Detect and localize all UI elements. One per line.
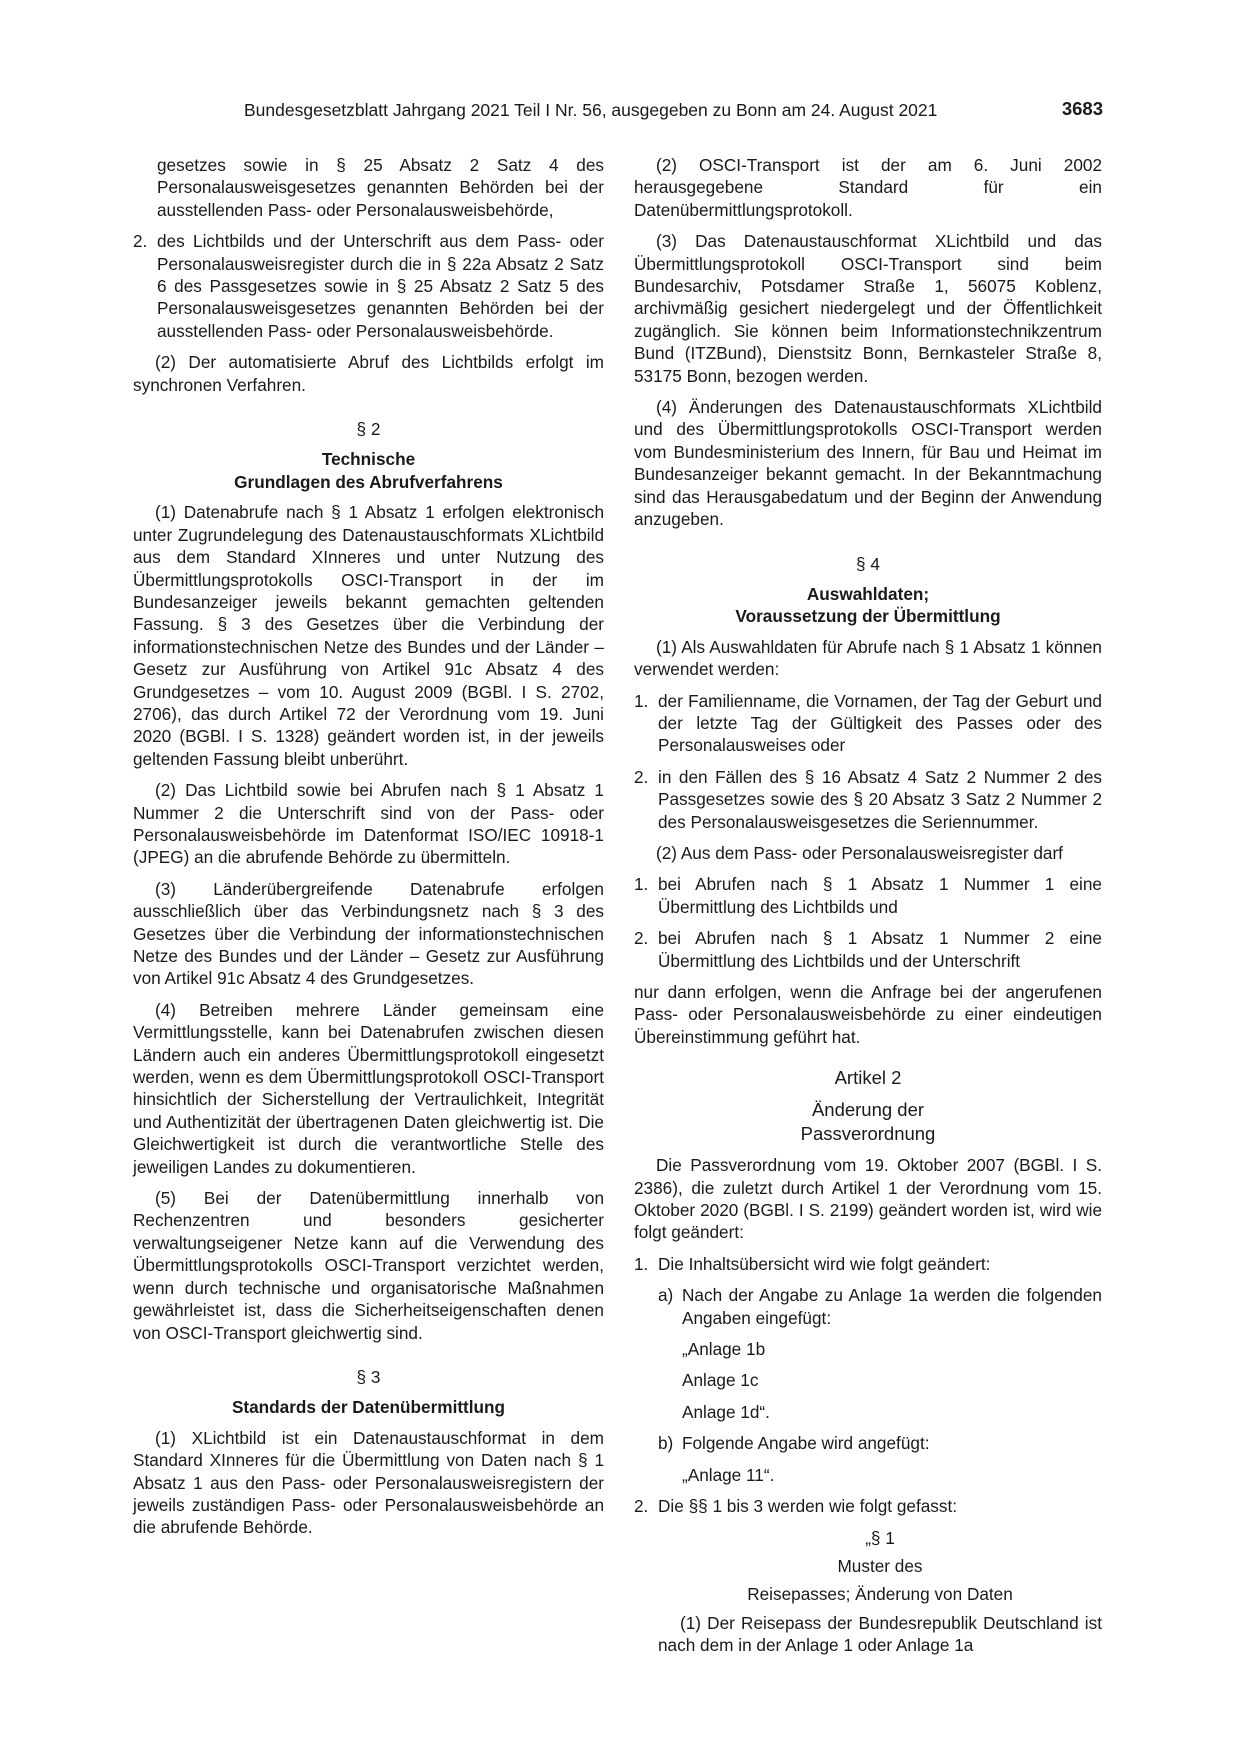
list-text: der Familienname, die Vornamen, der Tag der Geburt und der letzte Tag der Gültigkeit des Passes oder des Personalausweises oder bbox=[658, 690, 1102, 756]
paragraph: (2) Der automatisierte Abruf des Lichtbilds erfolgt im synchronen Verfahren. bbox=[133, 352, 604, 395]
paragraph: (1) Der Reisepass der Bundesrepublik Deutschland ist nach dem in der Anlage 1 oder Anlage 1a bbox=[658, 1612, 1102, 1656]
list-item bbox=[634, 1253, 1102, 1275]
sub-list-letter: a) bbox=[658, 1285, 674, 1306]
section-title-line: Grundlagen des Abrufverfahrens bbox=[234, 471, 503, 492]
new-section-number: „§ 1 bbox=[865, 1527, 895, 1548]
list-text: Die §§ 1 bis 3 werden wie folgt gefasst: bbox=[658, 1496, 958, 1517]
quoted-entry: „Anlage 11“. bbox=[682, 1464, 775, 1485]
new-section-title-line: Reisepasses; Änderung von Daten bbox=[747, 1584, 1013, 1605]
paragraph: (3) Das Datenaustauschformat XLichtbild und das Übermittlungsprotokoll OSCI-Transport sind beim Bundesarchiv, Potsdamer Straße 1, 56075 Koblenz, archivmäßig gesichert niedergelegt und der Öffentlichkeit zugänglich. Sie können beim Informationstechnikzentrum Bund (ITZBund), Dienstsitz Bonn, Bernkasteler Straße 8, 53175 Bonn, bezogen werden. bbox=[634, 231, 1102, 386]
paragraph: nur dann erfolgen, wenn die Anfrage bei der angerufenen Pass- oder Personalausweisbehörde zu einer eindeutigen Übereinstimmung geführt hat. bbox=[634, 982, 1102, 1047]
paragraph: (2) Das Lichtbild sowie bei Abrufen nach § 1 Absatz 1 Nummer 2 die Unterschrift sind von der Pass- oder Personalausweisbehörde im Datenformat ISO/IEC 10918-1 (JPEG) an die abrufende Behörde zu übermitteln. bbox=[133, 780, 604, 868]
page-header bbox=[244, 100, 1103, 126]
list-number: 2. bbox=[634, 766, 649, 787]
paragraph: (1) Datenabrufe nach § 1 Absatz 1 erfolgen elektronisch unter Zugrundelegung des Datenaustauschformats XLichtbild aus dem Standard XInneres und unter Nutzung des Übermittlungsprotokolls OSCI-Transport in der im Bundesanzeiger jeweils bekannt gemachten geltenden Fassung. § 3 des Gesetzes über die Verbindung der informationstechnischen Netze des Bundes und der Länder – Gesetz zur Ausführung von Artikel 91c Absatz 4 des Grundgesetzes – vom 10. August 2009 (BGBl. I S. 2702, 2706), das durch Artikel 72 der Verordnung vom 19. Juni 2020 (BGBl. I S. 1328) geändert worden ist, in der jeweils geltenden Fassung bleibt unberührt. bbox=[133, 502, 604, 769]
list-number: 1. bbox=[634, 874, 649, 895]
list-text: Die Inhaltsübersicht wird wie folgt geändert: bbox=[658, 1253, 991, 1274]
article-number: Artikel 2 bbox=[834, 1067, 902, 1089]
section-number: § 3 bbox=[356, 1366, 381, 1387]
sub-list-letter: b) bbox=[658, 1433, 674, 1454]
continued-paragraph: gesetzes sowie in § 25 Absatz 2 Satz 4 des Personalausweisgesetzes genannten Behörden bei der ausstellenden Pass- oder Personalausweisbehörde, bbox=[157, 155, 604, 220]
page-number: 3683 bbox=[1061, 98, 1103, 119]
list-item bbox=[634, 927, 1102, 972]
list-item bbox=[634, 766, 1102, 833]
list-text: in den Fällen des § 16 Absatz 4 Satz 2 Nummer 2 des Passgesetzes sowie des § 20 Absatz 3 Satz 2 Nummer 2 des Personalausweisgesetzes die Seriennummer. bbox=[658, 766, 1102, 832]
paragraph: (2) OSCI-Transport ist der am 6. Juni 2002 herausgegebene Standard für ein Datenübermittlungsprotokoll. bbox=[634, 155, 1102, 220]
section-title: Standards der Datenübermittlung bbox=[231, 1397, 506, 1418]
section-number: § 2 bbox=[356, 419, 381, 440]
list-number: 2. bbox=[634, 928, 649, 949]
section-title-line: Auswahldaten; bbox=[806, 583, 930, 604]
list-item bbox=[133, 230, 604, 342]
section-title-line: Voraussetzung der Übermittlung bbox=[735, 606, 1001, 627]
paragraph: (5) Bei der Datenübermittlung innerhalb von Rechenzentren und besonders gesicherter verwaltungseigener Netze kann auf die Verwendung des Übermittlungsprotokolls OSCI-Transport verzichtet werden, wenn durch technische und organisatorische Maßnahmen gewährleistet ist, dass die Sicherheitseigenschaften denen von OSCI-Transport gleichwertig sind. bbox=[133, 1188, 604, 1343]
article-title bbox=[634, 1098, 1102, 1146]
sub-list-item bbox=[658, 1284, 1102, 1329]
list-number: 1. bbox=[634, 1253, 649, 1274]
paragraph: (3) Länderübergreifende Datenabrufe erfolgen ausschließlich über das Verbindungsnetz nach § 3 des Gesetzes über die Verbindung der informationstechnischen Netze des Bundes und der Länder – Gesetz zur Ausführung von Artikel 91c Absatz 4 des Grundgesetzes. bbox=[133, 878, 604, 989]
article-title-line: Änderung der bbox=[811, 1099, 925, 1121]
article-title-line: Passverordnung bbox=[800, 1123, 936, 1145]
list-item bbox=[634, 690, 1102, 757]
new-section-title-line: Muster des bbox=[837, 1555, 923, 1576]
section-title-line: Technische bbox=[321, 449, 416, 470]
section-title bbox=[634, 583, 1102, 628]
section-title bbox=[133, 448, 604, 493]
list-text: bei Abrufen nach § 1 Absatz 1 Nummer 1 eine Übermittlung des Lichtbilds und bbox=[658, 874, 1102, 917]
sub-list-text: Nach der Angabe zu Anlage 1a werden die folgenden Angaben eingefügt: bbox=[682, 1285, 1102, 1328]
list-item bbox=[634, 1495, 1102, 1517]
paragraph: (1) Als Auswahldaten für Abrufe nach § 1 Absatz 1 können verwendet werden: bbox=[634, 636, 1102, 680]
paragraph: (2) Aus dem Pass- oder Personalausweisregister darf bbox=[656, 842, 1063, 863]
paragraph: (4) Änderungen des Datenaustauschformats XLichtbild und des Übermittlungsprotokolls OSCI-Transport werden vom Bundesministerium des Innern, für Bau und Heimat im Bundesanzeiger bekannt gemacht. In der Bekanntmachung sind das Herausgabedatum und der Beginn der Anwendung anzugeben. bbox=[634, 397, 1102, 530]
header-title: Bundesgesetzblatt Jahrgang 2021 Teil I Nr. 56, ausgegeben zu Bonn am 24. August 2021 bbox=[244, 100, 938, 120]
paragraph: (1) XLichtbild ist ein Datenaustauschformat in dem Standard XInneres für die Übermittlung von Daten nach § 1 Absatz 1 aus den Pass- oder Personalausweisregistern der jeweils zuständigen Pass- oder Personalausweisbehörde an die abrufende Behörde. bbox=[133, 1427, 604, 1538]
sub-list-text: Folgende Angabe wird angefügt: bbox=[682, 1433, 930, 1454]
section-number: § 4 bbox=[856, 553, 880, 574]
list-number: 2. bbox=[634, 1496, 649, 1517]
list-number: 1. bbox=[634, 690, 649, 711]
list-text: des Lichtbilds und der Unterschrift aus dem Pass- oder Personalausweisregister durch die in § 22a Absatz 2 Satz 6 des Passgesetzes sowie in § 25 Absatz 2 Satz 5 des Personalausweisgesetzes genannten Behörden bei der ausstellenden Pass- oder Personalausweisbehörde. bbox=[157, 231, 604, 341]
list-number: 2. bbox=[133, 231, 148, 252]
quoted-entry: Anlage 1c bbox=[682, 1370, 759, 1391]
quoted-entry: „Anlage 1b bbox=[682, 1339, 766, 1360]
left-column bbox=[133, 154, 604, 1548]
list-item bbox=[634, 873, 1102, 918]
paragraph: Die Passverordnung vom 19. Oktober 2007 (BGBl. I S. 2386), die zuletzt durch Artikel 1 der Verordnung vom 15. Oktober 2020 (BGBl. I S. 2199) geändert worden ist, wird wie folgt geändert: bbox=[634, 1155, 1102, 1243]
list-text: bei Abrufen nach § 1 Absatz 1 Nummer 2 eine Übermittlung des Lichtbilds und der Unterschrift bbox=[658, 928, 1102, 971]
sub-list-item bbox=[658, 1432, 1102, 1454]
paragraph: (4) Betreiben mehrere Länder gemeinsam eine Vermittlungsstelle, kann bei Datenabrufen zwischen diesen Ländern auch ein anderes Übermittlungsprotokoll eingesetzt werden, wenn es dem Übermittlungsprotokoll OSCI-Transport hinsichtlich der Sicherstellung der Vertraulichkeit, Integrität und Authentizität der übertragenen Daten gleichwertig ist. Die Gleichwertigkeit ist durch die verantwortliche Stelle des jeweiligen Landes zu dokumentieren. bbox=[133, 999, 604, 1177]
right-column bbox=[634, 154, 1102, 1666]
quoted-entry: Anlage 1d“. bbox=[682, 1401, 770, 1422]
